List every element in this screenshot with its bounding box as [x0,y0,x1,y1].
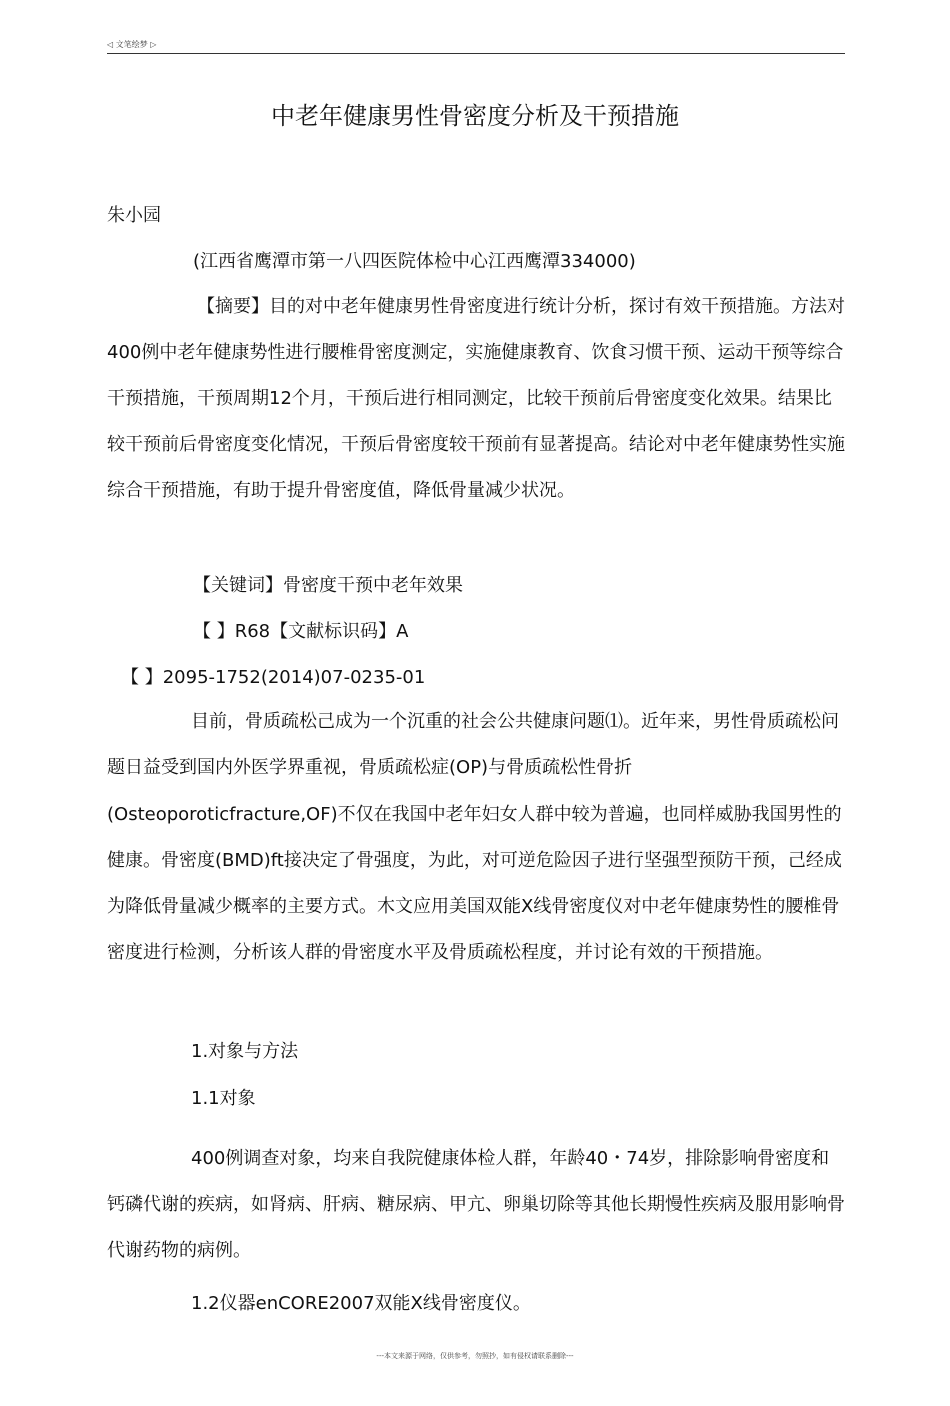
document-title: 中老年健康男性骨密度分析及干预措施 [271,102,679,130]
header-rule [107,53,845,54]
abstract-text: 【摘要】目的对中老年健康男性骨密度进行统计分析，探讨有效干预措施。方法对400例中老年健康势性进行腰椎骨密度测定，实施健康教育、饮食习惯干预、运动干预等综合干预措施，干预周期12个月，干预后进行相同测定，比较干预前后骨密度变化效果。结果比较干预前后骨密度变化情况，干预后骨密度较干预前有显著提高。结论对中老年健康势性实施综合干预措施，有助于提升骨密度值，降低骨量减少状况。 [107,296,845,501]
section-heading-1-2: 1.2仪器enCORE2007双能X线骨密度仪。 [191,1293,531,1314]
footer-note: ---本文来源于网络，仅供参考，勿照抄，如有侵权请联系删除--- [376,1352,574,1360]
subjects-text: 400例调查对象，均来自我院健康体检人群，年龄40・74岁，排除影响骨密度和钙磷代谢的疾病，如肾病、肝病、糖尿病、甲亢、卵巢切除等其他长期慢性疾病及服用影响骨代谢药物的病例。 [107,1148,845,1261]
section-heading-1-1: 1.1对象 [191,1088,256,1109]
keywords: 【关键词】骨密度干预中老年效果 [193,575,463,596]
section-heading-1: 1.对象与方法 [191,1041,299,1062]
classification: 【 】R68【文献标识码】A [193,621,409,642]
header-note: ◁ 文笔绘梦 ▷ [107,40,157,49]
affiliation: (江西省鹰潭市第一八四医院体检中心江西鹰潭334000) [193,251,636,272]
article-number: 【 】2095-1752(2014)07-0235-01 [121,667,426,688]
introduction-text: 目前，骨质疏松己成为一个沉重的社会公共健康问题⑴。近年来，男性骨质疏松问题日益受到国内外医学界重视，骨质疏松症(OP)与骨质疏松性骨折(Osteoporoticfracture,OF)不仅在我国中老年妇女人群中较为普遍，也同样威胁我国男性的健康。骨密度(BMD)ft接决定了骨强度，为此，对可逆危险因子进行坚强型预防干预，己经成为降低骨量减少概率的主要方式。木文应用美国双能X线骨密度仪对中老年健康势性的腰椎骨密度进行检测，分析该人群的骨密度水平及骨质疏松程度，并讨论有效的干预措施。 [107,711,842,964]
introduction [107,699,847,977]
subjects-paragraph [107,1136,847,1274]
author: 朱小园 [107,205,161,226]
abstract [107,284,847,514]
